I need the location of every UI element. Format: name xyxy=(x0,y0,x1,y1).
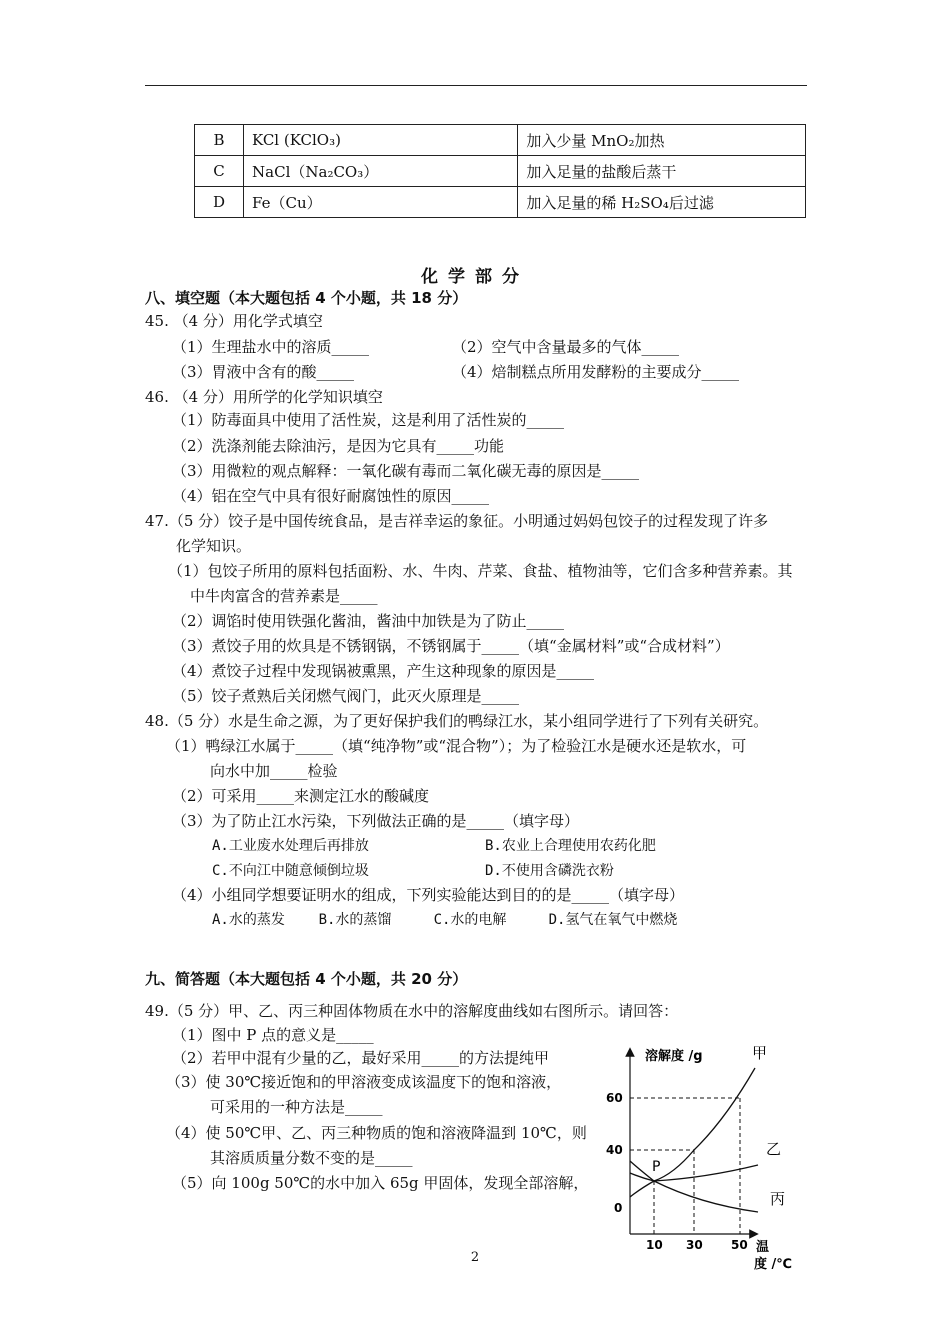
question-48-1-cont: 向水中加_____检验 xyxy=(210,762,338,780)
question-48-4: （4）小组同学想要证明水的组成，下列实验能达到目的的是_____（填字母） xyxy=(172,886,685,904)
x-axis-label-1: 温 xyxy=(756,1240,770,1255)
question-47-5: （5）饺子煮熟后关闭燃气阀门，此灭火原理是_____ xyxy=(172,687,520,705)
curve-label-yi: 乙 xyxy=(766,1140,782,1158)
option-method: 加入足量的盐酸后蒸干 xyxy=(518,156,806,187)
question-46: 46. （4 分）用所学的化学知识填空 xyxy=(145,388,383,406)
option-48-3-c: C.不向江中随意倾倒垃圾 xyxy=(212,863,369,879)
question-45-4: （4）焙制糕点所用发酵粉的主要成分_____ xyxy=(452,363,740,381)
option-key: C xyxy=(195,156,244,187)
question-47-1-cont: 中牛肉富含的营养素是_____ xyxy=(190,587,378,605)
curve-label-bing: 丙 xyxy=(770,1190,786,1208)
section-title: 化学部分 xyxy=(421,267,529,287)
solubility-curve-graph xyxy=(590,1038,810,1270)
question-45: 45. （4 分）用化学式填空 xyxy=(145,312,323,330)
question-49-4: （4）使 50℃甲、乙、丙三种物质的饱和溶液降温到 10℃，则 xyxy=(166,1124,587,1142)
question-49-4-cont: 其溶质质量分数不变的是_____ xyxy=(210,1149,413,1167)
option-48-3-a: A.工业废水处理后再排放 xyxy=(212,838,369,854)
option-method: 加入足量的稀 H₂SO₄后过滤 xyxy=(518,187,806,218)
options-48-4: A.水的蒸发 B.水的蒸馏 C.水的电解 D.氢气在氧气中燃烧 xyxy=(212,912,678,928)
point-p-label: P xyxy=(652,1159,661,1175)
options-table xyxy=(194,124,806,218)
header-rule xyxy=(145,85,807,86)
section-heading-8: 八、填空题（本大题包括 4 个小题，共 18 分） xyxy=(145,289,468,307)
option-key: B xyxy=(195,125,244,156)
question-47: 47.（5 分）饺子是中国传统食品，是吉祥幸运的象征。小明通过妈妈包饺子的过程发现了许多 xyxy=(145,512,769,530)
question-49-5: （5）向 100g 50℃的水中加入 65g 甲固体，发现全部溶解， xyxy=(172,1174,589,1192)
question-46-3: （3）用微粒的观点解释：一氧化碳有毒而二氧化碳无毒的原因是_____ xyxy=(172,462,640,480)
question-47-1: （1）包饺子所用的原料包括面粉、水、牛肉、芹菜、食盐、植物油等，它们含多种营养素。其 xyxy=(168,562,793,580)
x-axis-label-2: 度 /℃ xyxy=(754,1257,793,1270)
y-axis-label: 溶解度 /g xyxy=(645,1049,703,1064)
question-48-2: （2）可采用_____来测定江水的酸碱度 xyxy=(172,787,430,805)
option-substance: NaCl（Na₂CO₃） xyxy=(244,156,518,187)
x-tick-10: 10 xyxy=(646,1238,663,1252)
y-tick-0: 0 xyxy=(614,1201,623,1215)
question-47-cont: 化学知识。 xyxy=(176,537,252,555)
table-row xyxy=(195,125,806,156)
question-47-3: （3）煮饺子用的炊具是不锈钢锅，不锈钢属于_____（填“金属材料”或“合成材料”） xyxy=(172,637,730,655)
question-49-2: （2）若甲中混有少量的乙，最好采用_____的方法提纯甲 xyxy=(172,1049,550,1067)
option-48-3-d: D.不使用含磷洗衣粉 xyxy=(485,863,614,879)
question-49-3-cont: 可采用的一种方法是_____ xyxy=(210,1098,383,1116)
question-48-1: （1）鸭绿江水属于_____（填“纯净物”或“混合物”）；为了检验江水是硬水还是软水，可 xyxy=(166,737,747,755)
curve-jia xyxy=(630,1068,755,1181)
question-48: 48.（5 分）水是生命之源，为了更好保护我们的鸭绿江水，某小组同学进行了下列有关研究。 xyxy=(145,712,769,730)
table-row xyxy=(195,156,806,187)
curve-label-jia: 甲 xyxy=(752,1044,768,1062)
question-47-4: （4）煮饺子过程中发现锅被熏黑，产生这种现象的原因是_____ xyxy=(172,662,595,680)
y-tick-40: 40 xyxy=(606,1143,623,1157)
question-48-3: （3）为了防止江水污染，下列做法正确的是_____（填字母） xyxy=(172,812,580,830)
page-number: 2 xyxy=(470,1250,480,1265)
question-46-1: （1）防毒面具中使用了活性炭，这是利用了活性炭的_____ xyxy=(172,411,565,429)
section-heading-9: 九、简答题（本大题包括 4 个小题，共 20 分） xyxy=(145,970,468,988)
question-45-1: （1）生理盐水中的溶质_____ xyxy=(172,338,370,356)
table-row xyxy=(195,187,806,218)
question-46-2: （2）洗涤剂能去除油污，是因为它具有_____功能 xyxy=(172,437,505,455)
option-48-3-b: B.农业上合理使用农药化肥 xyxy=(485,838,656,854)
question-49-1: （1）图中 P 点的意义是_____ xyxy=(172,1026,374,1044)
x-tick-30: 30 xyxy=(686,1238,703,1252)
question-45-2: （2）空气中含量最多的气体_____ xyxy=(452,338,680,356)
y-tick-60: 60 xyxy=(606,1091,623,1105)
question-49: 49.（5 分）甲、乙、丙三种固体物质在水中的溶解度曲线如右图所示。请回答： xyxy=(145,1002,679,1020)
option-method: 加入少量 MnO₂加热 xyxy=(518,125,806,156)
question-46-4: （4）铝在空气中具有很好耐腐蚀性的原因_____ xyxy=(172,487,490,505)
option-key: D xyxy=(195,187,244,218)
option-substance: Fe（Cu） xyxy=(244,187,518,218)
question-49-3: （3）使 30℃接近饱和的甲溶液变成该温度下的饱和溶液， xyxy=(166,1073,562,1091)
question-45-3: （3）胃液中含有的酸_____ xyxy=(172,363,355,381)
question-47-2: （2）调馅时使用铁强化酱油，酱油中加铁是为了防止_____ xyxy=(172,612,565,630)
x-tick-50: 50 xyxy=(731,1238,748,1252)
option-substance: KCl (KClO₃) xyxy=(244,125,518,156)
